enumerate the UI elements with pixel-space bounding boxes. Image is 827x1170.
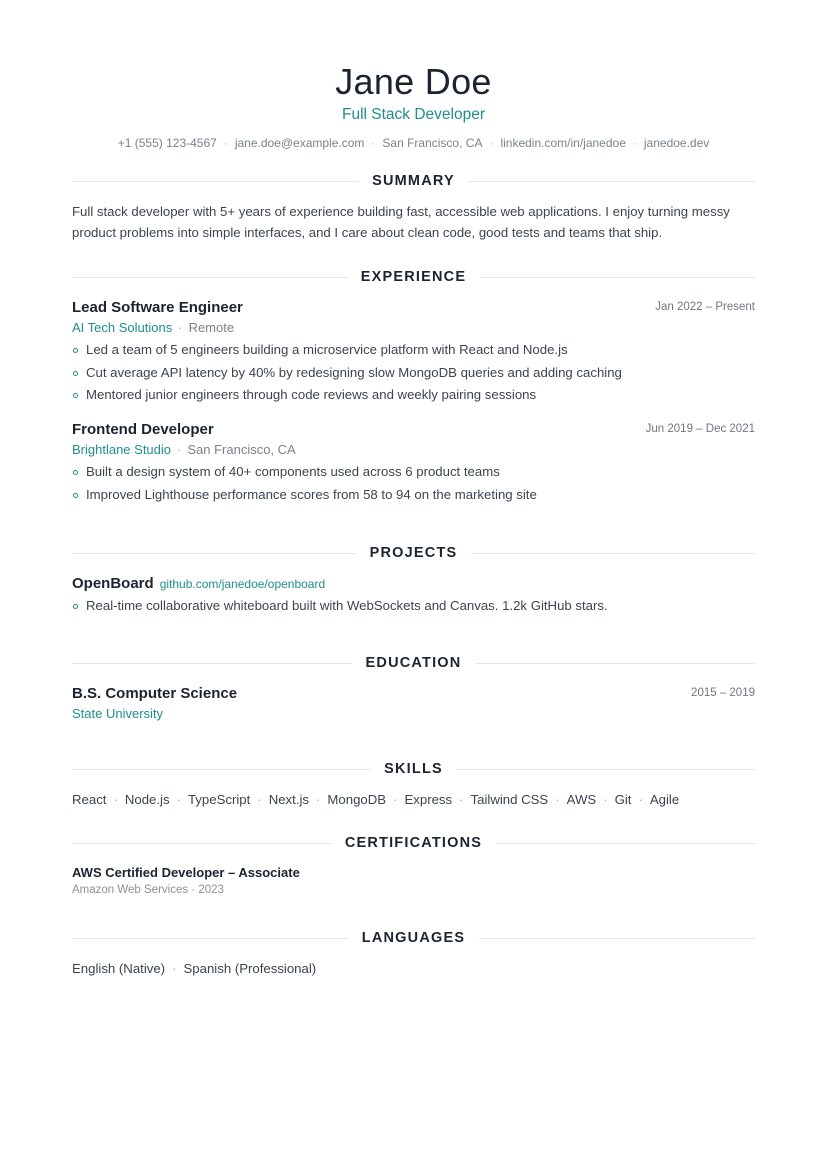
bullet-item (72, 484, 755, 507)
project-title: OpenBoard (72, 575, 154, 592)
section-header-summary (72, 171, 755, 191)
bullet-icon (73, 348, 78, 353)
section-header-skills (72, 759, 755, 779)
job-location: San Francisco, CA (187, 442, 296, 457)
separator: · (603, 792, 608, 807)
section-header-education (72, 653, 755, 673)
section-header-languages (72, 928, 755, 948)
job-bullets (72, 339, 755, 407)
project-entry (72, 574, 755, 618)
bullet-text: Improved Lighthouse performance scores from 58 to 94 on the marketing site (86, 486, 537, 502)
experience-entry (72, 298, 755, 407)
summary-text: Full stack developer with 5+ years of experience building fast, accessible web applications. I enjoy turning messy product problems into simple interfaces, and I care about clean code, good tests and teams that ship. (72, 204, 730, 240)
contact-email[interactable]: jane.doe@example.com (234, 136, 365, 150)
job-location: Remote (188, 320, 235, 335)
separator: · (172, 961, 177, 976)
bullet-item (72, 339, 755, 362)
project-link[interactable]: github.com/janedoe/openboard (159, 577, 326, 591)
bullet-text: Cut average API latency by 40% by redesigning slow MongoDB queries and adding caching (86, 364, 622, 380)
separator: · (113, 792, 118, 807)
contact-location: San Francisco, CA (382, 136, 483, 150)
separator: · (459, 792, 464, 807)
skill-item: Tailwind CSS (470, 792, 549, 807)
candidate-role: Full Stack Developer (341, 106, 485, 123)
separator: · (176, 792, 181, 807)
separator: · (393, 792, 398, 807)
contact-linkedin[interactable]: linkedin.com/in/janedoe (500, 136, 626, 150)
bullet-item (72, 362, 755, 385)
school-name: State University (72, 706, 164, 721)
separator: · (257, 792, 262, 807)
job-company-line (72, 318, 755, 338)
contact-phone: +1 (555) 123-4567 (117, 136, 217, 150)
candidate-name: Jane Doe (335, 61, 492, 102)
job-company: AI Tech Solutions (72, 320, 173, 335)
bullet-item (72, 384, 755, 407)
school-line (72, 704, 755, 724)
languages-list (72, 959, 316, 979)
contact-separator: · (489, 136, 494, 150)
skill-item: AWS (566, 792, 597, 807)
language-item: English (Native) (72, 961, 166, 976)
certification-issuer: Amazon Web Services · 2023 (72, 884, 224, 896)
contact-line (0, 135, 827, 151)
skill-item: React (72, 792, 107, 807)
bullet-icon (73, 604, 78, 609)
job-dates: Jan 2022 – Present (655, 301, 755, 313)
section-header-experience (72, 267, 755, 287)
bullet-item (72, 595, 755, 618)
section-header-certifications (72, 833, 755, 853)
separator: · (316, 792, 321, 807)
contact-separator: · (223, 136, 228, 150)
separator: · (178, 320, 183, 335)
bullet-text: Real-time collaborative whiteboard built with WebSockets and Canvas. 1.2k GitHub stars. (86, 598, 608, 613)
separator: · (177, 442, 182, 457)
section-title-projects: PROJECTS (356, 543, 472, 563)
degree: B.S. Computer Science (72, 685, 238, 702)
bullet-icon (73, 371, 78, 376)
separator: · (555, 792, 560, 807)
experience-entry (72, 420, 755, 506)
contact-separator: · (371, 136, 376, 150)
skill-item: TypeScript (187, 792, 251, 807)
job-bullets (72, 461, 755, 506)
bullet-text: Built a design system of 40+ components used across 6 product teams (86, 464, 500, 479)
skill-item: Node.js (124, 792, 170, 807)
bullet-item (72, 461, 755, 484)
resume-header (0, 60, 827, 151)
section-title-certifications: CERTIFICATIONS (331, 833, 496, 853)
job-company: Brightlane Studio (72, 442, 172, 457)
skill-item: MongoDB (327, 792, 387, 807)
section-header-projects (72, 543, 755, 563)
job-company-line (72, 440, 755, 460)
certification-entry (72, 864, 300, 898)
skill-item: Git (614, 792, 632, 807)
skills-list (72, 790, 679, 810)
bullet-icon (73, 470, 78, 475)
separator: · (638, 792, 643, 807)
section-title-summary: SUMMARY (358, 171, 469, 191)
skill-item: Next.js (268, 792, 310, 807)
bullet-icon (73, 393, 78, 398)
job-dates: Jun 2019 – Dec 2021 (645, 423, 755, 435)
language-item: Spanish (Professional) (183, 961, 317, 976)
section-title-languages: LANGUAGES (348, 928, 479, 948)
section-title-experience: EXPERIENCE (347, 267, 480, 287)
certification-title: AWS Certified Developer – Associate (72, 865, 300, 880)
project-heading (72, 574, 755, 594)
education-entry (72, 684, 755, 724)
education-dates: 2015 – 2019 (691, 687, 755, 699)
skill-item: Agile (649, 792, 680, 807)
section-title-education: EDUCATION (352, 653, 476, 673)
job-title: Frontend Developer (72, 421, 214, 438)
section-title-skills: SKILLS (370, 759, 457, 779)
skill-item: Express (404, 792, 453, 807)
bullet-icon (73, 493, 78, 498)
bullet-text: Led a team of 5 engineers building a microservice platform with React and Node.js (86, 342, 568, 357)
contact-separator: · (632, 136, 637, 150)
job-title: Lead Software Engineer (72, 299, 243, 316)
bullet-text: Mentored junior engineers through code reviews and weekly pairing sessions (86, 387, 537, 402)
project-bullets (72, 595, 755, 618)
contact-website[interactable]: janedoe.dev (643, 136, 710, 150)
